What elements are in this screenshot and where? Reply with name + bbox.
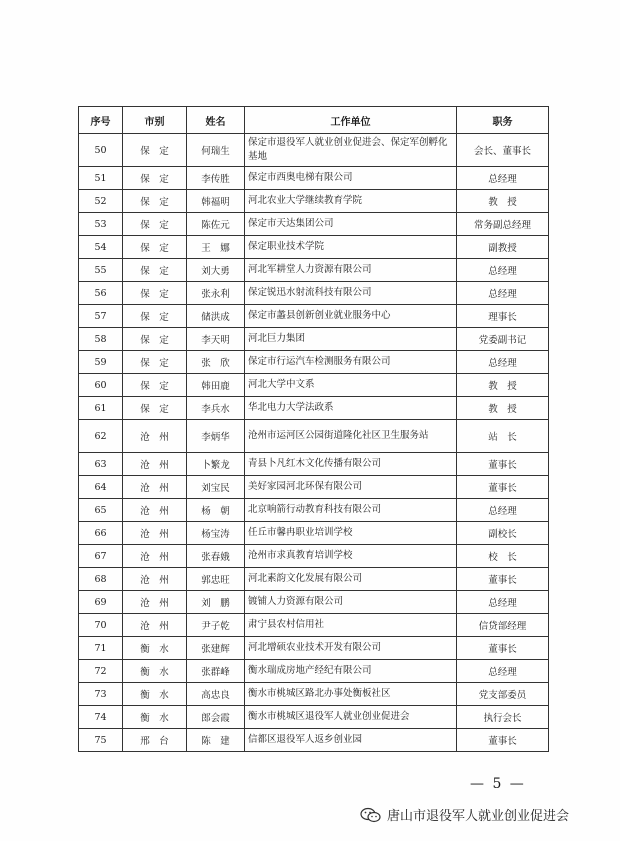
header-name: 姓名 [187, 107, 245, 134]
row-no: 67 [79, 545, 123, 568]
row-no: 57 [79, 305, 123, 328]
header-city: 市别 [123, 107, 187, 134]
row-no: 61 [79, 397, 123, 420]
row-unit: 沧州市求真教育培训学校 [245, 545, 457, 568]
row-name: 李传胜 [187, 167, 245, 190]
row-city: 沧 州 [123, 420, 187, 453]
row-unit: 河北增硕农业技术开发有限公司 [245, 637, 457, 660]
row-unit: 美好家园河北环保有限公司 [245, 476, 457, 499]
row-no: 55 [79, 259, 123, 282]
row-role: 校 长 [457, 545, 549, 568]
row-role: 党支部委员 [457, 683, 549, 706]
row-name: 韩田鹿 [187, 374, 245, 397]
row-city: 沧 州 [123, 476, 187, 499]
table-row [79, 374, 549, 397]
row-role: 会长、董事长 [457, 134, 549, 167]
table-row [79, 167, 549, 190]
row-unit: 保定锐迅水射流科技有限公司 [245, 282, 457, 305]
table-row [79, 420, 549, 453]
row-role: 总经理 [457, 282, 549, 305]
row-unit: 保定市蠡县创新创业就业服务中心 [245, 305, 457, 328]
row-city: 衡 水 [123, 637, 187, 660]
row-name: 储洪成 [187, 305, 245, 328]
row-role: 董事长 [457, 453, 549, 476]
row-no: 54 [79, 236, 123, 259]
row-name: 何瑞生 [187, 134, 245, 167]
row-no: 50 [79, 134, 123, 167]
row-unit: 河北巨力集团 [245, 328, 457, 351]
row-name: 张建辉 [187, 637, 245, 660]
row-role: 副校长 [457, 522, 549, 545]
row-unit: 信都区退役军人返乡创业园 [245, 729, 457, 752]
page-number: — 5 — [470, 776, 526, 792]
header-role: 职务 [457, 107, 549, 134]
row-no: 52 [79, 190, 123, 213]
header-no: 序号 [79, 107, 123, 134]
row-no: 63 [79, 453, 123, 476]
row-no: 51 [79, 167, 123, 190]
row-name: 高忠良 [187, 683, 245, 706]
row-no: 64 [79, 476, 123, 499]
row-name: 郭忠旺 [187, 568, 245, 591]
row-unit: 镀铺人力资源有限公司 [245, 591, 457, 614]
row-name: 韩福明 [187, 190, 245, 213]
table-header-row [79, 107, 549, 134]
row-city: 沧 州 [123, 614, 187, 637]
row-unit: 河北农业大学继续教育学院 [245, 190, 457, 213]
row-city: 保 定 [123, 190, 187, 213]
row-name: 李天明 [187, 328, 245, 351]
row-role: 董事长 [457, 476, 549, 499]
row-role: 教 授 [457, 397, 549, 420]
row-unit: 河北素韵文化发展有限公司 [245, 568, 457, 591]
row-name: 陈 建 [187, 729, 245, 752]
row-role: 教 授 [457, 190, 549, 213]
row-role: 教 授 [457, 374, 549, 397]
row-city: 保 定 [123, 328, 187, 351]
table-body [79, 134, 549, 752]
row-role: 董事长 [457, 637, 549, 660]
row-name: 杨宝涛 [187, 522, 245, 545]
row-no: 71 [79, 637, 123, 660]
row-unit: 保定职业技术学院 [245, 236, 457, 259]
row-unit: 华北电力大学法政系 [245, 397, 457, 420]
row-city: 保 定 [123, 397, 187, 420]
row-city: 保 定 [123, 259, 187, 282]
row-city: 沧 州 [123, 568, 187, 591]
row-no: 53 [79, 213, 123, 236]
table-row [79, 660, 549, 683]
row-unit: 肃宁县农村信用社 [245, 614, 457, 637]
row-city: 保 定 [123, 351, 187, 374]
row-role: 执行会长 [457, 706, 549, 729]
row-unit: 沧州市运河区公园街道隆化社区卫生服务站 [245, 420, 457, 453]
table-row [79, 729, 549, 752]
row-no: 74 [79, 706, 123, 729]
row-role: 总经理 [457, 259, 549, 282]
row-unit: 北京响箭行动教育科技有限公司 [245, 499, 457, 522]
table-row [79, 614, 549, 637]
row-name: 王 娜 [187, 236, 245, 259]
table-row [79, 706, 549, 729]
row-name: 李炳华 [187, 420, 245, 453]
row-role: 总经理 [457, 499, 549, 522]
row-no: 70 [79, 614, 123, 637]
table-row [79, 545, 549, 568]
header-unit: 工作单位 [245, 107, 457, 134]
row-name: 郎会霞 [187, 706, 245, 729]
row-city: 保 定 [123, 167, 187, 190]
row-no: 58 [79, 328, 123, 351]
row-unit: 保定市天达集团公司 [245, 213, 457, 236]
row-role: 理事长 [457, 305, 549, 328]
row-unit: 衡水瑞成房地产经纪有限公司 [245, 660, 457, 683]
row-city: 沧 州 [123, 453, 187, 476]
row-no: 68 [79, 568, 123, 591]
row-no: 65 [79, 499, 123, 522]
row-city: 保 定 [123, 305, 187, 328]
row-name: 卜繁龙 [187, 453, 245, 476]
row-unit: 青县卜凡红木文化传播有限公司 [245, 453, 457, 476]
row-no: 73 [79, 683, 123, 706]
row-role: 信贷部经理 [457, 614, 549, 637]
row-unit: 衡水市桃城区退役军人就业创业促进会 [245, 706, 457, 729]
row-city: 衡 水 [123, 683, 187, 706]
row-role: 董事长 [457, 729, 549, 752]
row-role: 董事长 [457, 568, 549, 591]
row-role: 总经理 [457, 591, 549, 614]
table-row [79, 397, 549, 420]
row-no: 72 [79, 660, 123, 683]
row-name: 杨 朝 [187, 499, 245, 522]
row-no: 56 [79, 282, 123, 305]
row-no: 66 [79, 522, 123, 545]
table-row [79, 328, 549, 351]
roster-table [78, 106, 549, 752]
row-name: 刘大勇 [187, 259, 245, 282]
row-unit: 河北大学中文系 [245, 374, 457, 397]
row-name: 陈佐元 [187, 213, 245, 236]
row-unit: 衡水市桃城区路北办事处衡板社区 [245, 683, 457, 706]
row-role: 总经理 [457, 167, 549, 190]
row-unit: 保定市退役军人就业创业促进会、保定军创孵化基地 [245, 134, 457, 167]
table-row [79, 476, 549, 499]
row-role: 副教授 [457, 236, 549, 259]
row-name: 张春娥 [187, 545, 245, 568]
row-role: 总经理 [457, 660, 549, 683]
row-city: 沧 州 [123, 522, 187, 545]
table-row [79, 134, 549, 167]
row-role: 常务副总经理 [457, 213, 549, 236]
row-name: 刘 鹏 [187, 591, 245, 614]
row-name: 张 欣 [187, 351, 245, 374]
row-name: 尹子乾 [187, 614, 245, 637]
table-row [79, 591, 549, 614]
row-city: 衡 水 [123, 660, 187, 683]
table-row [79, 236, 549, 259]
row-role: 党委副书记 [457, 328, 549, 351]
row-unit: 任丘市馨冉职业培训学校 [245, 522, 457, 545]
footer-text: 唐山市退役军人就业创业促进会 [387, 809, 570, 824]
row-unit: 保定市行运汽车检测服务有限公司 [245, 351, 457, 374]
table-row [79, 305, 549, 328]
table-row [79, 522, 549, 545]
row-city: 邢 台 [123, 729, 187, 752]
row-city: 沧 州 [123, 545, 187, 568]
table-row [79, 282, 549, 305]
table-row [79, 568, 549, 591]
row-role: 总经理 [457, 351, 549, 374]
row-city: 沧 州 [123, 499, 187, 522]
row-unit: 保定市西奥电梯有限公司 [245, 167, 457, 190]
table-row [79, 351, 549, 374]
row-city: 保 定 [123, 374, 187, 397]
row-name: 张永利 [187, 282, 245, 305]
row-city: 保 定 [123, 213, 187, 236]
row-unit: 河北军耕堂人力资源有限公司 [245, 259, 457, 282]
row-role: 站 长 [457, 420, 549, 453]
wechat-icon [360, 807, 382, 823]
row-city: 衡 水 [123, 706, 187, 729]
row-name: 张群峰 [187, 660, 245, 683]
row-no: 60 [79, 374, 123, 397]
row-city: 保 定 [123, 236, 187, 259]
table-row [79, 683, 549, 706]
row-city: 保 定 [123, 282, 187, 305]
row-city: 沧 州 [123, 591, 187, 614]
row-no: 59 [79, 351, 123, 374]
row-city: 保 定 [123, 134, 187, 167]
table-row [79, 453, 549, 476]
table-row [79, 259, 549, 282]
table-row [79, 213, 549, 236]
footer-watermark [360, 805, 569, 824]
row-no: 75 [79, 729, 123, 752]
table-row [79, 499, 549, 522]
row-name: 李兵水 [187, 397, 245, 420]
row-no: 69 [79, 591, 123, 614]
table-row [79, 637, 549, 660]
row-name: 刘宝民 [187, 476, 245, 499]
table-row [79, 190, 549, 213]
row-no: 62 [79, 420, 123, 453]
